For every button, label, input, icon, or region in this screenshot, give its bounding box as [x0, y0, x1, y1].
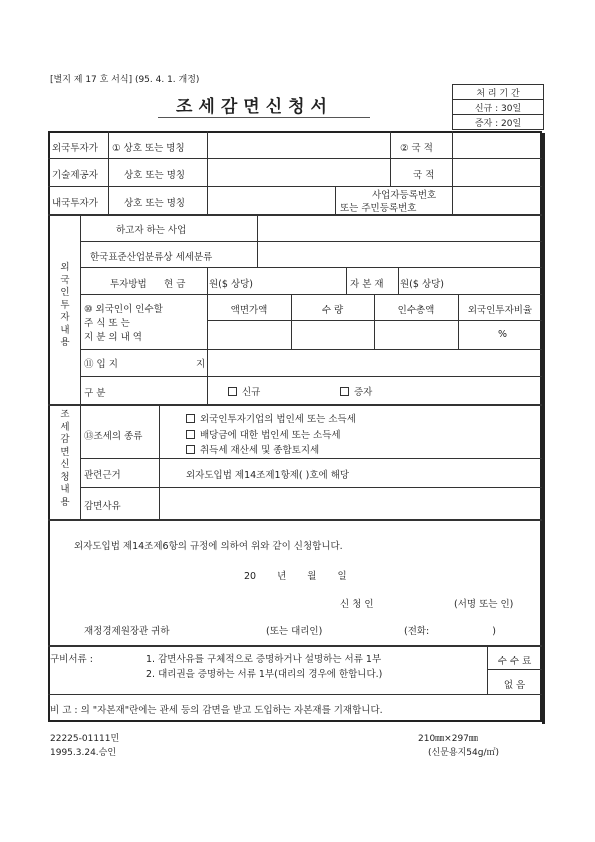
rule — [346, 267, 347, 294]
form-reference: [별지 제 17 호 서식] (95. 4. 1. 개정) — [50, 75, 200, 85]
foreign-ratio-field[interactable]: % — [498, 329, 508, 340]
col-quantity: 수 량 — [321, 305, 344, 316]
cash-amount-field[interactable]: 원($ 상당) — [209, 279, 254, 290]
category-label: 구 분 — [84, 388, 106, 399]
rule — [48, 404, 542, 406]
checkbox-tax-1[interactable] — [186, 414, 195, 423]
nationality-label-tech: 국 적 — [413, 170, 435, 181]
title-underline — [158, 117, 370, 118]
option-new-label: 신규 — [242, 387, 261, 398]
paper-size: 210㎜×297㎜ — [418, 734, 478, 744]
documents-label: 구비서류 : — [50, 654, 93, 665]
rule — [80, 404, 81, 519]
proxy-label: (또는 대리인) — [266, 626, 323, 637]
rule — [48, 519, 542, 521]
rule — [80, 487, 542, 488]
tax-option-2-label: 배당금에 대한 법인세 또는 소득세 — [200, 430, 341, 441]
name-label-domestic: 상호 또는 명칭 — [124, 198, 186, 209]
paper-type: (신문용지54g/㎡) — [428, 748, 499, 758]
declaration-statement: 외자도입법 제14조제6항의 규정에 의하여 위와 같이 신청합니다. — [74, 541, 343, 552]
business-label: 하고자 하는 사업 — [116, 225, 187, 236]
option-new[interactable] — [228, 384, 260, 398]
form-title: 조세감면신청서 — [176, 97, 333, 117]
rule — [80, 294, 542, 295]
business-field[interactable] — [258, 216, 541, 239]
location-label: ⑪ 입 지 — [84, 359, 118, 370]
checkbox-tax-2[interactable] — [186, 430, 195, 439]
signature-field[interactable]: (서명 또는 인) — [454, 599, 514, 610]
foreign-investor-label: 외국투자가 — [52, 143, 98, 154]
option-increase[interactable] — [340, 384, 372, 398]
frame-shadow — [542, 133, 545, 724]
industry-classification-label: 한국표준산업분류상 세세분류 — [90, 252, 213, 263]
remark: 비 고 : 의 "자본재"란에는 관세 등의 감면을 받고 도입하는 자본재를 기재합니다. — [50, 705, 383, 716]
rule — [48, 645, 542, 647]
total-amount-field[interactable] — [375, 322, 457, 347]
col-foreign-ratio: 외국인투자비율 — [467, 305, 533, 316]
foreign-investor-name-field[interactable] — [208, 134, 390, 156]
rule — [80, 267, 542, 268]
tax-option-2[interactable] — [186, 427, 341, 441]
fee-value: 없 음 — [503, 680, 526, 691]
rule — [108, 131, 109, 214]
tax-section-label: 조세감면신청내용 — [60, 409, 70, 508]
rule — [48, 186, 542, 187]
nationality-label-foreign: ② 국 적 — [400, 143, 433, 154]
investment-section-label: 외국인투자내용 — [60, 262, 70, 348]
reason-field[interactable] — [160, 489, 541, 517]
capital-goods-label: 자 본 재 — [350, 279, 384, 290]
location-field[interactable] — [208, 351, 541, 374]
approval-date: 1995.3.24.승인 — [50, 748, 117, 758]
capital-goods-amount-field[interactable]: 원($ 상당) — [400, 279, 445, 290]
tax-type-label: ⑬조세의 종류 — [84, 431, 143, 442]
processing-period-label: 처 리 기 간 — [453, 85, 544, 100]
applicant-label: 신 청 인 — [340, 599, 374, 610]
checkbox-tax-3[interactable] — [186, 445, 195, 454]
recipient-label: 재정경제원장관 귀하 — [84, 626, 170, 637]
basis-field[interactable]: 외자도입법 제14조제1항제( )호에 해당 — [186, 470, 350, 481]
col-total-amount: 인수총액 — [397, 305, 435, 316]
application-date[interactable]: 20 년 월 일 — [244, 571, 347, 582]
col-face-value: 액면가액 — [230, 305, 268, 316]
checkbox-increase[interactable] — [340, 387, 349, 396]
cash-label: 현 금 — [164, 279, 186, 290]
quantity-field[interactable] — [292, 322, 373, 347]
rule — [80, 376, 542, 377]
tax-option-3[interactable] — [186, 442, 319, 456]
location-label-suffix: 지 — [196, 359, 206, 370]
tech-provider-name-field[interactable] — [208, 160, 390, 184]
rule — [398, 267, 399, 294]
basis-label: 관련근거 — [84, 470, 121, 481]
tech-provider-label: 기술제공자 — [52, 170, 98, 181]
investment-method-label: 투자방법 — [110, 279, 147, 290]
tax-option-1-label: 외국인투자기업의 법인세 또는 소득세 — [200, 414, 356, 425]
tech-nationality-field[interactable] — [453, 160, 541, 184]
rule — [48, 694, 542, 695]
acquisition-label-2: 주 식 또 는 — [84, 318, 130, 329]
processing-period-box — [452, 84, 544, 130]
option-increase-label: 증자 — [354, 387, 373, 398]
industry-classification-field[interactable] — [258, 243, 541, 265]
acquisition-label-1: ⑩ 외국인이 인수할 — [84, 304, 163, 315]
tax-option-1[interactable] — [186, 411, 356, 425]
document-item-2: 2. 대리권을 증명하는 서류 1부(대리의 경우에 한합니다.) — [146, 669, 383, 680]
reason-label: 감면사유 — [84, 501, 121, 512]
phone-field[interactable]: (전화: ) — [404, 626, 496, 637]
foreign-nationality-field[interactable] — [453, 134, 541, 156]
fee-label: 수 수 료 — [497, 656, 532, 667]
document-item-1: 1. 감면사유를 구체적으로 증명하거나 설명하는 서류 1부 — [146, 654, 382, 665]
rule — [390, 131, 391, 186]
processing-period-new: 신규 : 30일 — [453, 100, 544, 115]
rule — [48, 158, 542, 159]
name-label-foreign: ① 상호 또는 명칭 — [112, 143, 185, 154]
checkbox-new[interactable] — [228, 387, 237, 396]
domestic-investor-name-field[interactable] — [208, 188, 334, 212]
rule — [207, 267, 208, 294]
form-code: 22225-01111민 — [50, 734, 120, 744]
domestic-investor-label: 내국투자가 — [52, 198, 98, 209]
rule — [80, 458, 542, 459]
biz-reg-label-2: 또는 주민등록번호 — [340, 203, 417, 214]
rule — [487, 669, 542, 670]
biz-reg-number-field[interactable] — [453, 188, 541, 212]
biz-reg-label-1: 사업자등록번호 — [372, 190, 437, 201]
rule — [80, 241, 542, 242]
acquisition-label-3: 지 분 의 내 역 — [84, 332, 142, 343]
name-label-tech: 상호 또는 명칭 — [124, 170, 186, 181]
face-value-field[interactable] — [208, 322, 290, 347]
rule — [80, 349, 542, 350]
tax-option-3-label: 취득세 재산세 및 종합토지세 — [200, 445, 320, 456]
processing-period-increase: 증자 : 20일 — [453, 115, 544, 130]
rule — [335, 186, 336, 214]
